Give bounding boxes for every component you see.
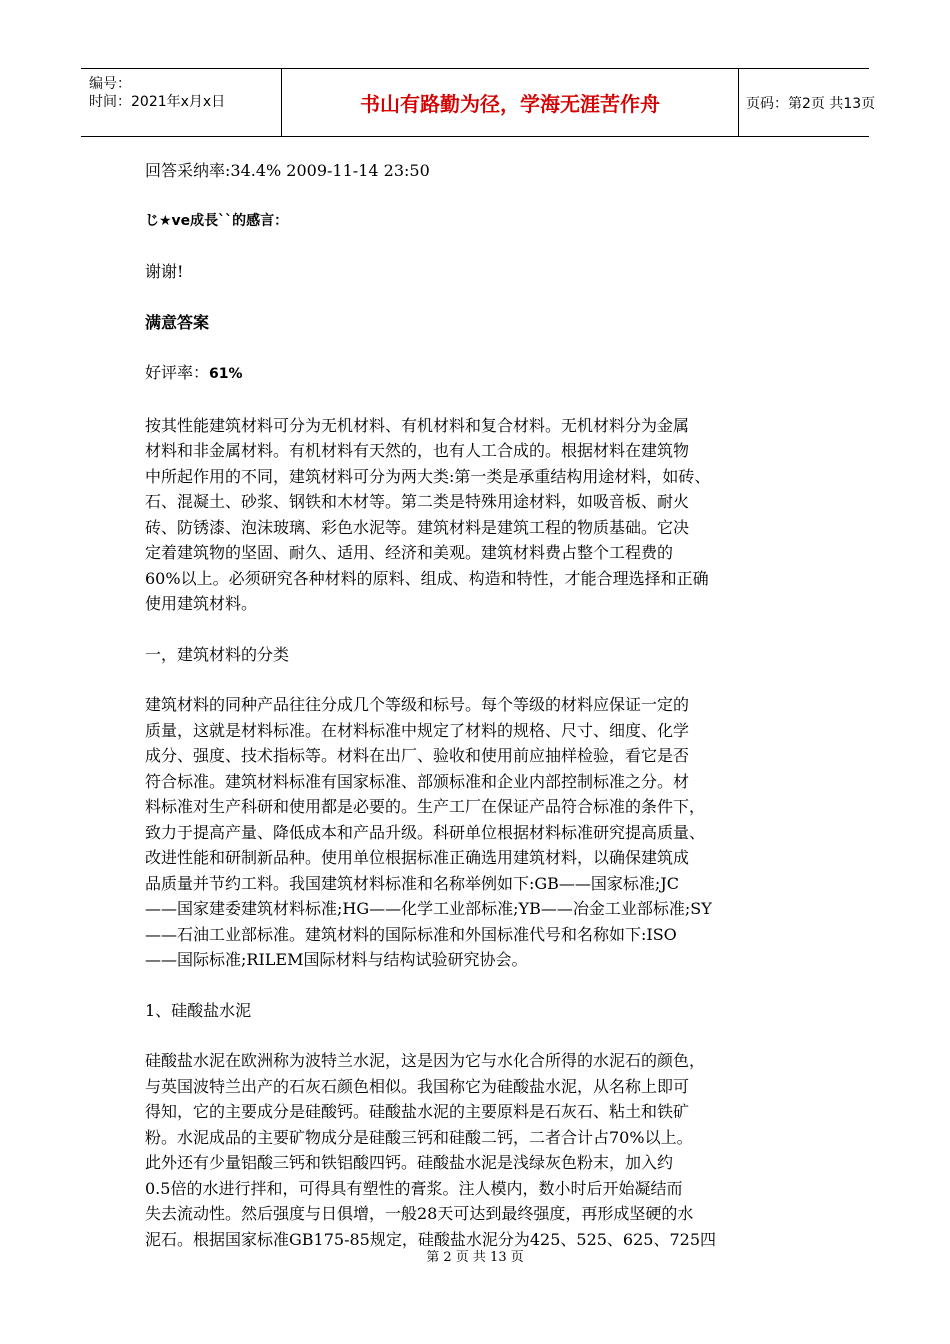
paragraph-line: 粉。水泥成品的主要矿物成分是硅酸三钙和硅酸二钙，二者合计占70%以上。 <box>145 1127 693 1147</box>
paragraph-line: 得知，它的主要成分是硅酸钙。硅酸盐水泥的主要原料是石灰石、粘土和铁矿 <box>145 1102 690 1121</box>
paragraph-line: 定着建筑物的坚固、耐久、适用、经济和美观。建筑材料费占整个工程费的 <box>145 543 674 562</box>
paragraph-line: 建筑材料的同种产品往往分成几个等级和标号。每个等级的材料应保证一定的 <box>145 695 690 714</box>
document-body <box>145 158 825 1252</box>
paragraph-line: ——国家建委建筑材料标准;HG——化学工业部标准;YB——冶金工业部标准;SY <box>145 899 712 918</box>
paragraph-line: 使用建筑材料。 <box>145 594 258 613</box>
paragraph-line: 料标准对生产科研和使用都是必要的。生产工厂在保证产品符合标准的条件下， <box>145 797 706 816</box>
doc-date: 时间：2021年x月x日 <box>89 94 226 110</box>
header-motto-cell <box>281 69 739 136</box>
paragraph-line: ——石油工业部标准。建筑材料的国际标准和外国标准代号和名称如下:ISO <box>145 924 677 944</box>
answer-title: 满意答案 <box>145 312 210 332</box>
paragraph-line: 按其性能建筑材料可分为无机材料、有机材料和复合材料。无机材料分为金属 <box>145 415 690 435</box>
paragraph-line: 与英国波特兰出产的石灰石颜色相似。我国称它为硅酸盐水泥，从名称上即可 <box>145 1076 690 1096</box>
thanks-text: 谢谢! <box>145 262 184 281</box>
paragraph-line: 中所起作用的不同，建筑材料可分为两大类:第一类是承重结构用途材料，如砖、 <box>145 466 711 486</box>
rating <box>145 360 825 388</box>
paragraph-line: 成分、强度、技术指标等。材料在出厂、验收和使用前应抽样检验，看它是否 <box>145 746 690 765</box>
header-meta <box>81 69 281 136</box>
paragraph-cement <box>145 1048 825 1252</box>
rating-label: 好评率： <box>145 363 210 382</box>
adoption-rate: 回答采纳率:34.4% 2009-11-14 23:50 <box>145 161 430 180</box>
paragraph-line: 改进性能和研制新品种。使用单位根据标准正确选用建筑材料，以确保建筑成 <box>145 848 690 867</box>
paragraph-line: 致力于提高产量、降低成本和产品升级。科研单位根据材料标准研究提高质量、 <box>145 822 706 842</box>
paragraph-line: 砖、防锈漆、泡沫玻璃、彩色水泥等。建筑材料是建筑工程的物质基础。它决 <box>145 517 690 537</box>
header-motto: 书山有路勤为径，学海无涯苦作舟 <box>360 92 660 116</box>
paragraph-line: 硅酸盐水泥在欧洲称为波特兰水泥，这是因为它与水化合所得的水泥石的颜色， <box>145 1051 706 1070</box>
paragraph-line: 材料和非金属材料。有机材料有天然的，也有人工合成的。根据材料在建筑物 <box>145 441 690 460</box>
paragraph-line: ——国际标准;RILEM国际材料与结构试验研究协会。 <box>145 950 528 969</box>
paragraph-classification-intro <box>145 413 825 617</box>
paragraph-line: 品质量并节约工料。我国建筑材料标准和名称举例如下:GB——国家标准;JC <box>145 873 679 893</box>
paragraph-line: 60%以上。必须研究各种材料的原料、组成、构造和特性，才能合理选择和正确 <box>145 568 709 588</box>
thanks-title: じ★ve成長``的感言： <box>145 212 289 229</box>
paragraph-standards <box>145 692 825 973</box>
doc-number: 编号： <box>89 76 131 92</box>
paragraph-line: 泥石。根据国家标准GB175-85规定，硅酸盐水泥分为425、525、625、725四 <box>145 1229 717 1249</box>
paragraph-line: 符合标准。建筑材料标准有国家标准、部颁标准和企业内部控制标准之分。材 <box>145 771 690 791</box>
rating-value: 61% <box>209 366 243 382</box>
section-heading-classification: 一，建筑材料的分类 <box>145 644 290 664</box>
header-page-info: 页码：第2页 共13页 <box>746 95 876 112</box>
paragraph-line: 石、混凝土、砂浆、钢铁和木材等。第二类是特殊用途材料，如吸音板、耐火 <box>145 492 690 511</box>
paragraph-line: 质量，这就是材料标准。在材料标准中规定了材料的规格、尺寸、细度、化学 <box>145 720 690 740</box>
header-page-info-cell <box>738 69 876 136</box>
paragraph-line: 失去流动性。然后强度与日俱增，一般28天可达到最终强度，再形成坚硬的水 <box>145 1204 694 1223</box>
paragraph-line: 此外还有少量铝酸三钙和铁铝酸四钙。硅酸盐水泥是浅绿灰色粉末，加入约 <box>145 1153 674 1172</box>
page-footer: 第 2 页 共 13 页 <box>426 1250 524 1265</box>
paragraph-line: 0.5倍的水进行拌和，可得具有塑性的膏浆。注人模内，数小时后开始凝结而 <box>145 1178 683 1198</box>
section-heading-cement: 1、硅酸盐水泥 <box>145 1000 252 1020</box>
page-header <box>81 68 876 137</box>
